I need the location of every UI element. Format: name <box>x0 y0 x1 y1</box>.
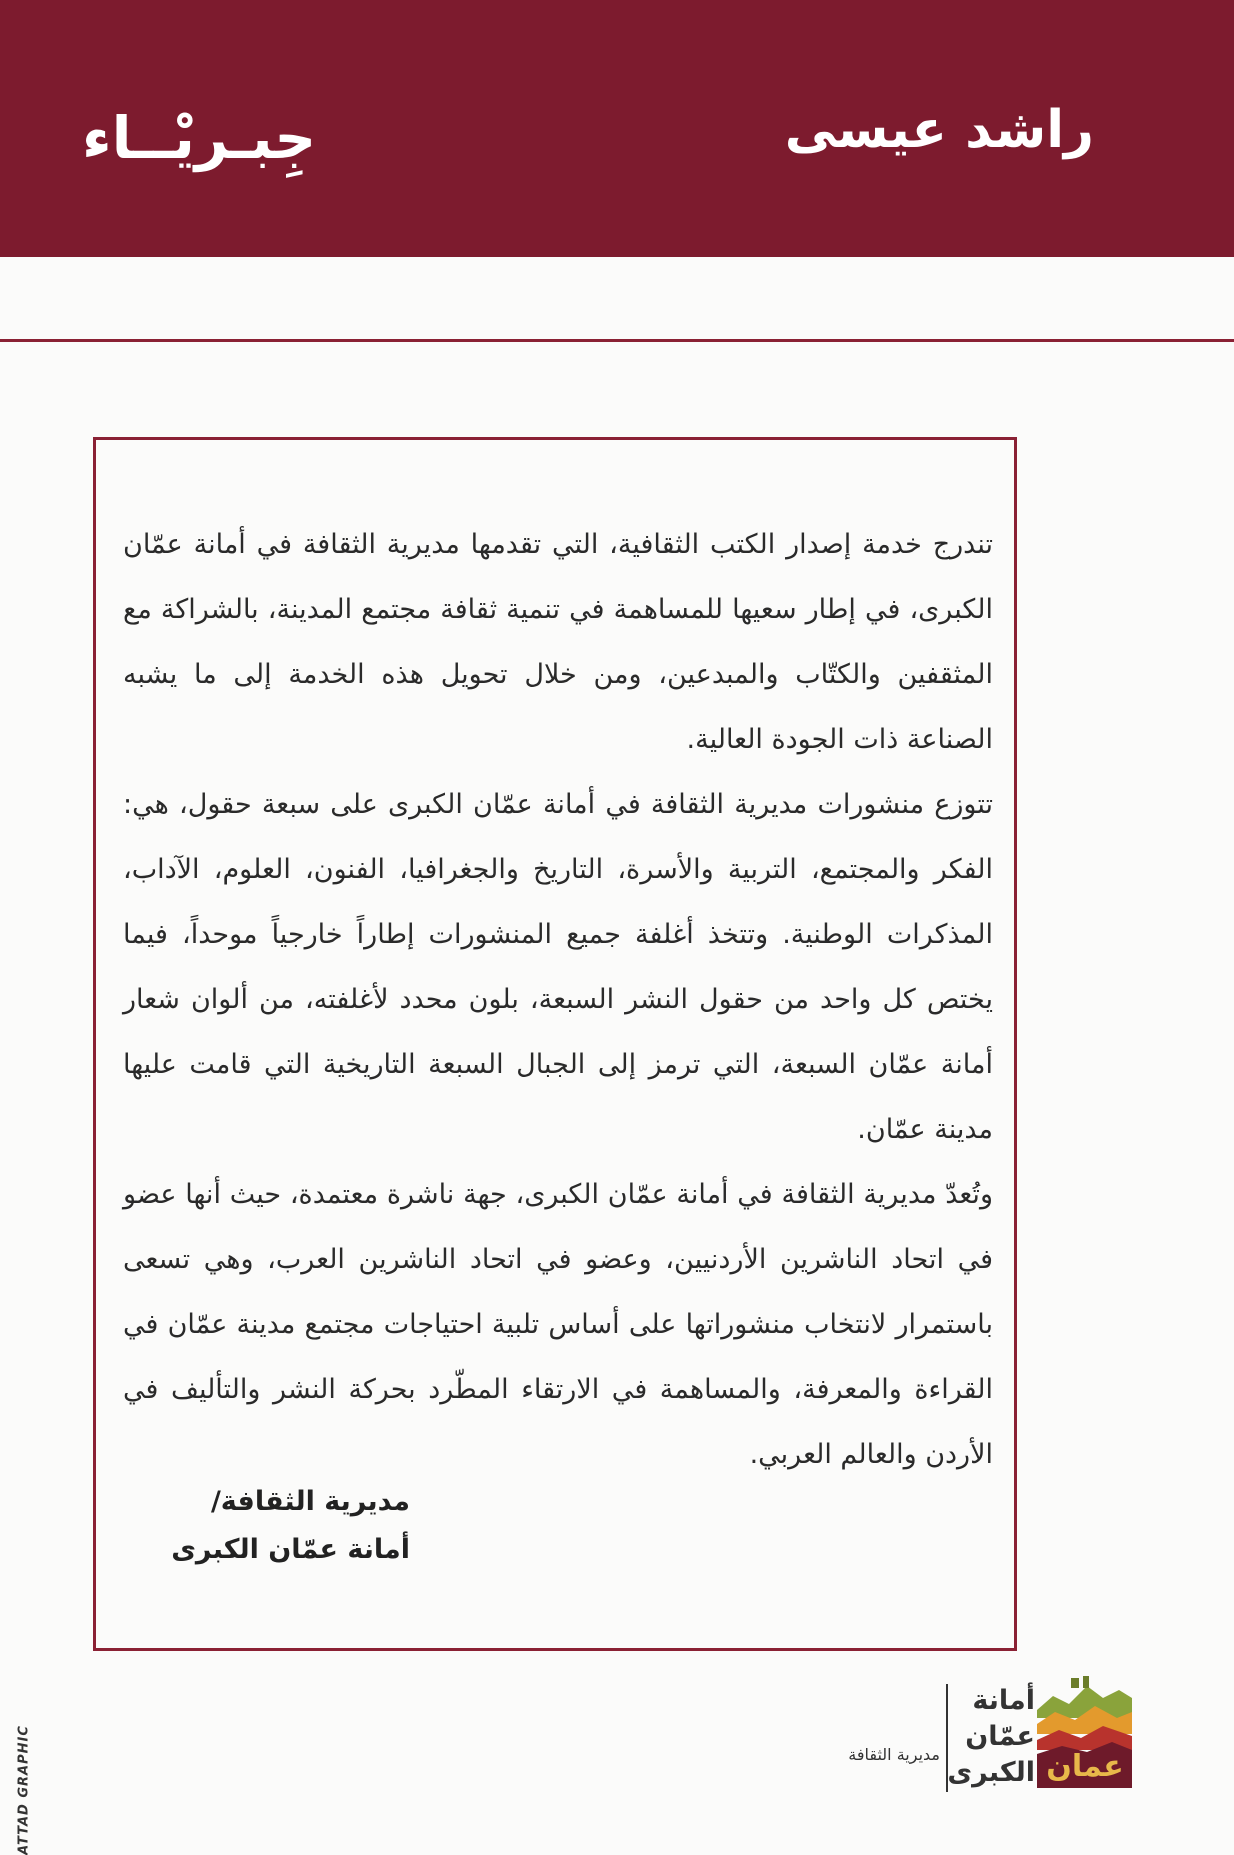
logo-citadel <box>1071 1678 1079 1688</box>
author-name: راشد عيسى <box>784 100 1094 160</box>
cover-header-band <box>0 0 1234 257</box>
signature-block <box>160 1478 410 1574</box>
logo-emblem-text: عمان <box>1046 1749 1124 1784</box>
signature-line-1: مديرية الثقافة/ <box>210 1486 410 1517</box>
paragraph-2: تتوزع منشورات مديرية الثقافة في أمانة عمّان الكبرى على سبعة حقول، هي: الفكر والمجتمع، التربية والأسرة، التاريخ والجغرافيا، الفنون، العلوم، الآداب، المذكرات الوطنية. وتتخذ أغلفة جميع المنشورات إطاراً خارجياً موحداً، فيما يختص كل واحد من حقول النشر السبعة، بلون محدد لأغلفته، من ألوان شعار أمانة عمّان السبعة، التي ترمز إلى الجبال السبعة التاريخية التي قامت عليها مدينة عمّان. <box>123 789 993 1145</box>
printer-credit: ATTAD GRAPHIC <box>16 1725 32 1855</box>
divider-line <box>0 339 1234 342</box>
logo-line-1: أمانة <box>972 1685 1035 1716</box>
logo-line-3: الكبرى <box>947 1757 1035 1788</box>
logo-citadel <box>1083 1676 1089 1688</box>
paragraph-3: وتُعدّ مديرية الثقافة في أمانة عمّان الكبرى، جهة ناشرة معتمدة، حيث أنها عضو في اتحاد الناشرين الأردنيين، وعضو في اتحاد الناشرين العرب، وهي تسعى باستمرار لانتخاب منشوراتها على أساس تلبية احتياجات مجتمع مدينة عمّان في القراءة والمعرفة، والمساهمة في الارتقاء المطّرد بحركة النشر والتأليف في الأردن والعالم العربي. <box>123 1179 993 1470</box>
publisher-statement <box>123 512 993 1487</box>
logo-wordmark <box>947 1683 1035 1791</box>
logo-line-2: عمّان <box>965 1721 1035 1752</box>
logo-hill-green <box>1037 1686 1132 1718</box>
department-label: مديرية الثقافة <box>848 1745 940 1764</box>
amman-logo-icon <box>1037 1676 1132 1788</box>
paragraph-1: تندرج خدمة إصدار الكتب الثقافية، التي تقدمها مديرية الثقافة في أمانة عمّان الكبرى، في إطار سعيها للمساهمة في تنمية ثقافة مجتمع المدينة، بالشراكة مع المثقفين والكتّاب والمبدعين، ومن خلال تحويل هذه الخدمة إلى ما يشبه الصناعة ذات الجودة العالية. <box>123 529 993 755</box>
signature-line-2: أمانة عمّان الكبرى <box>171 1534 410 1565</box>
book-title: جِبـريْــاء <box>82 104 317 172</box>
